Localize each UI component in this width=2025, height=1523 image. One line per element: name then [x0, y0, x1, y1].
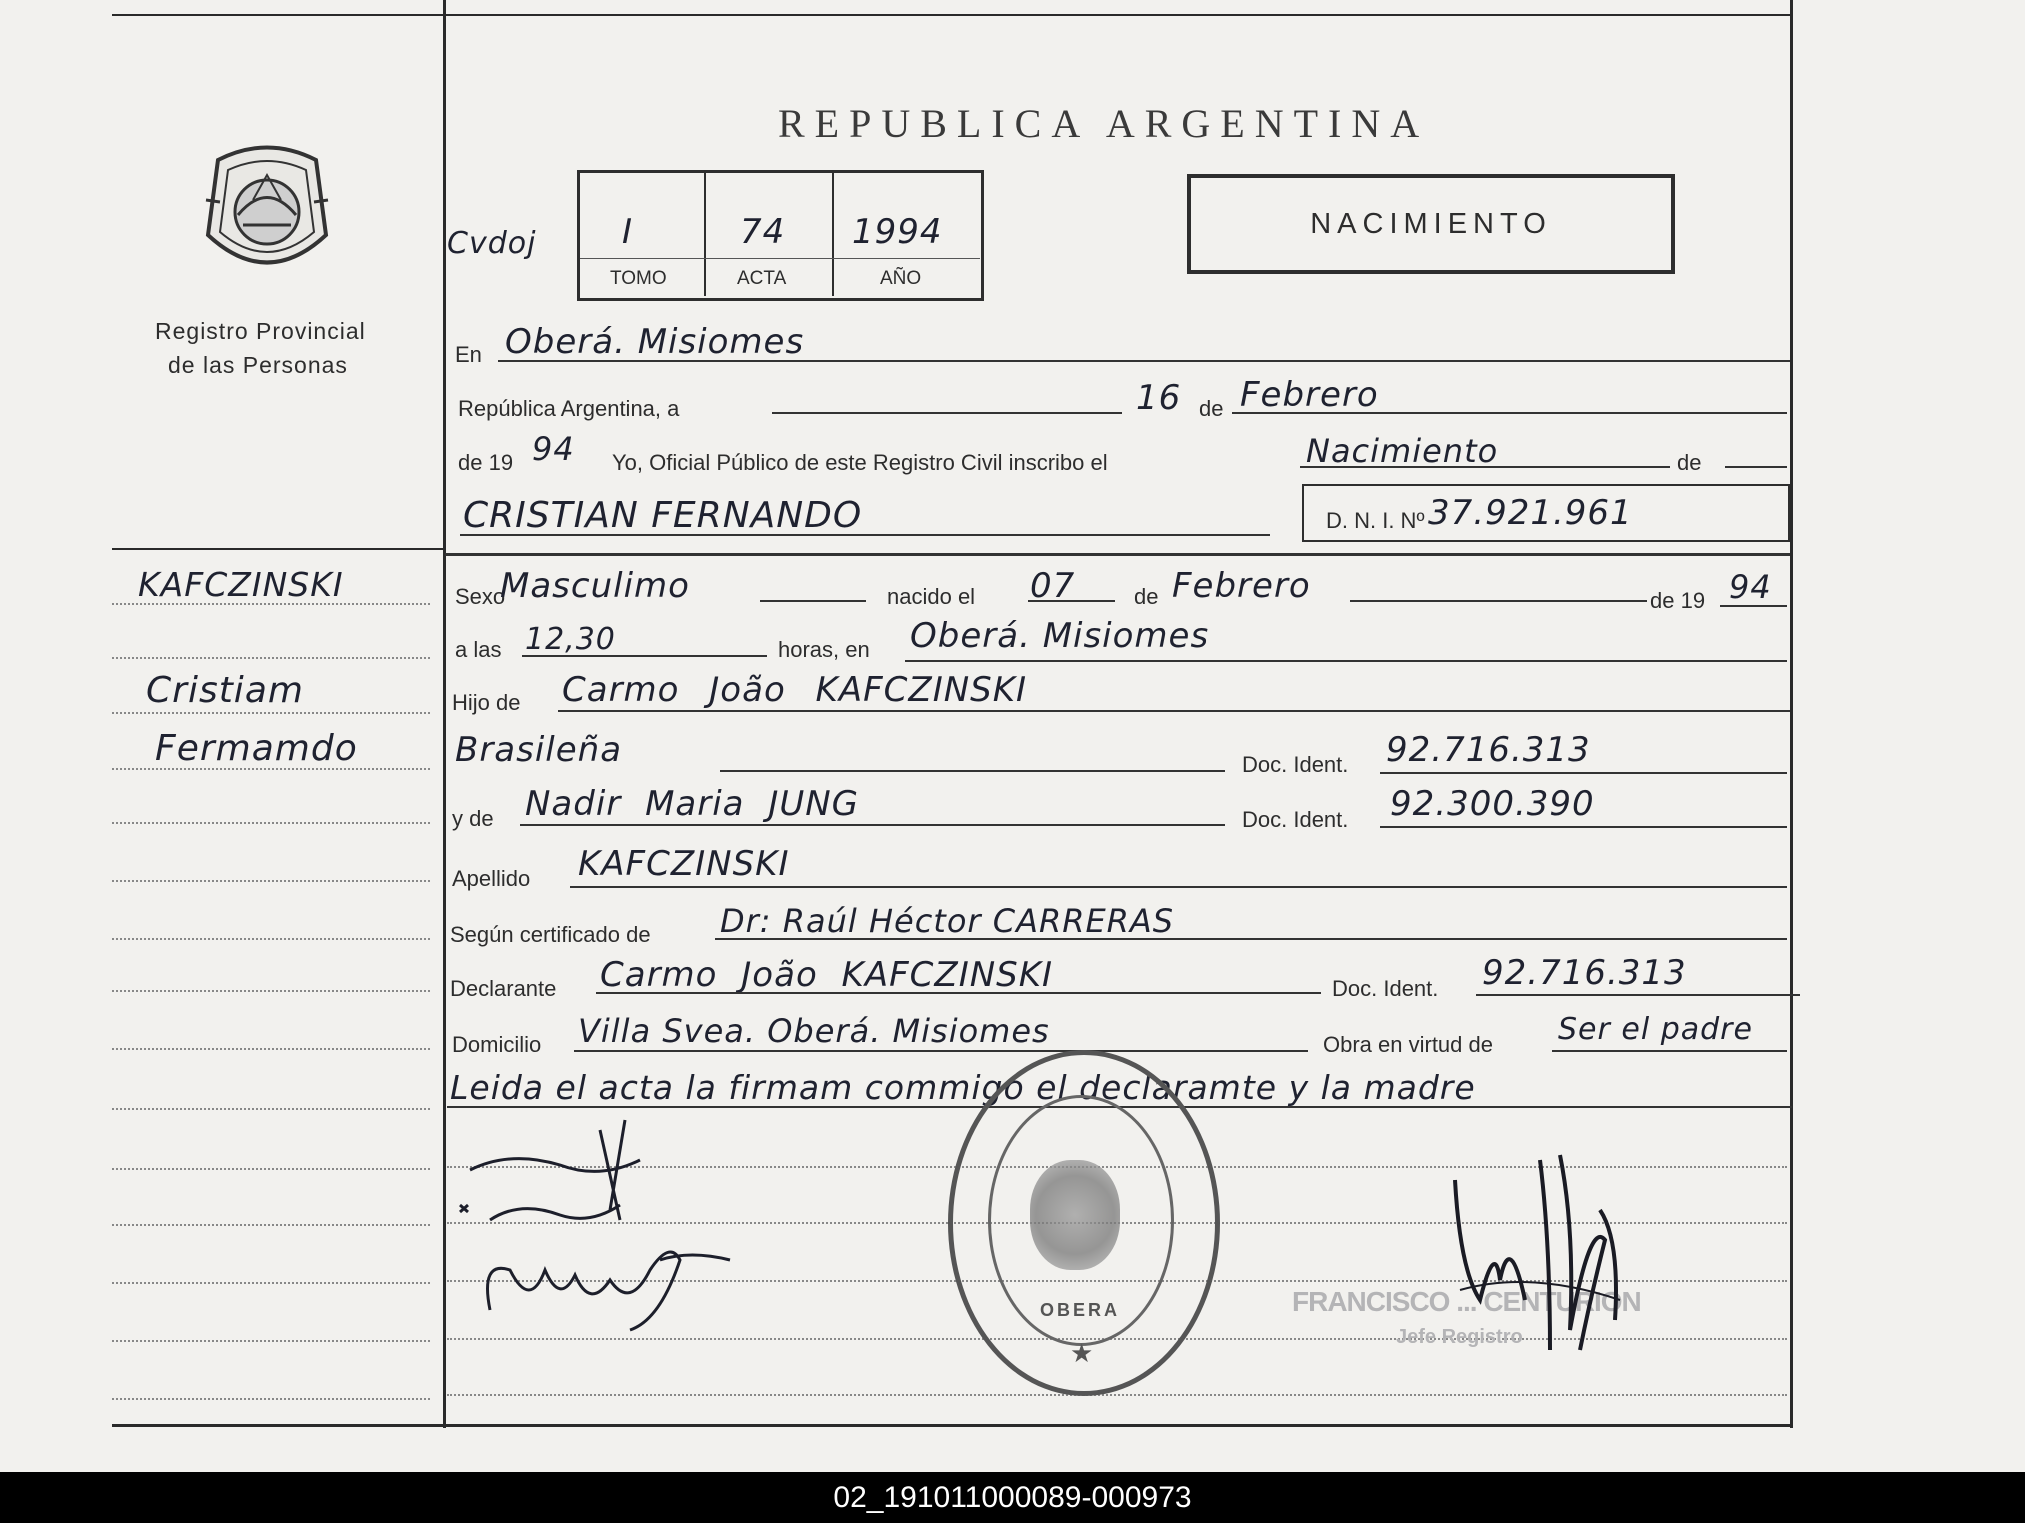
form-right-border [1790, 0, 1793, 1428]
page-title: REPUBLICA ARGENTINA [778, 101, 1430, 146]
official-signature-icon [1440, 1150, 1640, 1380]
father-nationality-value: Brasileña [455, 730, 623, 770]
rule-event [1300, 466, 1670, 468]
sidebar-surname: KAFCZINSKI [138, 565, 344, 604]
dni-label: D. N. I. Nº [1326, 508, 1425, 533]
dots-13 [112, 1282, 430, 1284]
father-doc-value: 92.716.313 [1386, 730, 1591, 770]
record-tomo: I [622, 212, 634, 252]
year-prefix-label: de 19 [458, 450, 514, 475]
dots-6 [112, 880, 430, 882]
event-value: Nacimiento [1306, 432, 1499, 470]
stamp-star: ★ [1070, 1338, 1094, 1368]
declarante-value: Carmo João KAFCZINSKI [600, 955, 1054, 995]
rule-name [460, 534, 1270, 536]
dots-10 [112, 1108, 430, 1110]
rule-apellido [570, 886, 1787, 888]
sidebar-divider [112, 548, 443, 550]
declarant-signature-icon [450, 1110, 750, 1340]
rule-birth-year [1720, 605, 1787, 607]
birth-year-value: 94 [1729, 568, 1772, 606]
registry-line1: Registro Provincial [155, 318, 366, 344]
rule-nat [720, 770, 1225, 772]
rule-father [558, 710, 1790, 712]
month-value: Febrero [1240, 375, 1379, 415]
full-name-value: CRISTIAN FERNANDO [463, 495, 863, 536]
bottom-rule [112, 1424, 1793, 1427]
obra-label: Obra en virtud de [1323, 1032, 1493, 1057]
rule-hora [522, 655, 767, 657]
rule-date [772, 412, 1122, 414]
acta-label: ACTA [737, 268, 787, 289]
certificado-value: Dr: Raúl Héctor CARRERAS [720, 902, 1175, 940]
rule-declarante-doc [1476, 994, 1800, 996]
sexo-value: Masculimo [500, 566, 690, 606]
apellido-label: Apellido [452, 866, 531, 891]
dots-5 [112, 822, 430, 824]
place-value: Oberá. Misiomes [505, 322, 805, 362]
father-value: Carmo João KAFCZINSKI [562, 670, 1028, 710]
de3-label: de [1134, 584, 1159, 609]
yo-text: Yo, Oficial Público de este Registro Civil inscribo el [612, 450, 1108, 475]
seal-icon [198, 140, 336, 285]
top-rule [112, 14, 1790, 16]
rule-birth-month [1350, 600, 1647, 602]
rule-obra [1552, 1050, 1787, 1052]
de-label: de [1199, 396, 1224, 421]
mother-value: Nadir Maria JUNG [525, 784, 860, 824]
domicilio-value: Villa Svea. Oberá. Misiomes [578, 1012, 1050, 1050]
nacido-label: nacido el [887, 584, 976, 609]
rule-declarante [596, 992, 1321, 994]
registry-line2: de las Personas [168, 352, 348, 378]
birth-month-value: Febrero [1172, 566, 1311, 606]
rule-certificado [715, 938, 1787, 940]
birth-place-value: Oberá. Misiomes [910, 616, 1210, 656]
declarante-label: Declarante [450, 976, 557, 1001]
stamp-text-bottom: OBERA [1040, 1300, 1121, 1320]
year-suffix-value: 94 [532, 430, 575, 468]
dots-3 [112, 712, 430, 714]
mother-doc-value: 92.300.390 [1390, 784, 1595, 824]
dni-value: 37.921.961 [1428, 493, 1633, 533]
sig-dots-5 [447, 1394, 1787, 1396]
rule-birth-place [905, 660, 1787, 662]
record-box-label-rule [580, 258, 980, 259]
rule-mother [520, 824, 1225, 826]
dots-1 [112, 603, 430, 605]
closing-text: Leida el acta la firmam commigo el declaramte y la madre [450, 1068, 1476, 1107]
de2-label: de [1677, 450, 1702, 475]
hijo-label: Hijo de [452, 690, 521, 715]
rule-en [498, 360, 1790, 362]
rule-domicilio [574, 1050, 1308, 1052]
rule-father-doc [1380, 772, 1787, 774]
rule-mother-doc [1380, 826, 1787, 828]
doc-label-2: Doc. Ident. [1242, 807, 1349, 832]
record-box-sep2 [832, 172, 834, 296]
alas-label: a las [455, 637, 502, 662]
horas-label: horas, en [778, 637, 870, 662]
record-type-badge: NACIMIENTO [1187, 174, 1675, 274]
dots-15 [112, 1398, 430, 1400]
rule-month [1232, 412, 1787, 414]
republica-label: República Argentina, a [458, 396, 680, 421]
de19-label: de 19 [1650, 588, 1706, 613]
doc-label-3: Doc. Ident. [1332, 976, 1439, 1001]
dots-11 [112, 1168, 430, 1170]
record-ano: 1994 [852, 212, 943, 252]
day-value: 16 [1136, 378, 1182, 418]
rule-birth-day [1028, 600, 1115, 602]
dots-14 [112, 1340, 430, 1342]
dots-12 [112, 1224, 430, 1226]
sidebar-name1: Cristiam [146, 670, 304, 711]
dots-9 [112, 1048, 430, 1050]
rule-de2 [1725, 466, 1787, 468]
doc-label-1: Doc. Ident. [1242, 752, 1349, 777]
rule-sexo [760, 600, 866, 602]
tomo-label: TOMO [610, 268, 667, 289]
dots-4 [112, 768, 430, 770]
form-left-border [443, 0, 446, 1428]
domicilio-label: Domicilio [452, 1032, 542, 1057]
record-box-sep1 [704, 172, 706, 296]
thumbprint-icon [1030, 1160, 1120, 1270]
margin-note: Cvdoj [447, 226, 537, 261]
dots-8 [112, 990, 430, 992]
rule-top-sexo [445, 553, 1790, 556]
declarante-doc-value: 92.716.313 [1482, 953, 1687, 993]
yde-label: y de [452, 806, 494, 831]
hora-value: 12,30 [525, 622, 616, 657]
record-acta: 74 [740, 212, 786, 252]
dots-7 [112, 938, 430, 940]
apellido-value: KAFCZINSKI [578, 844, 790, 884]
sexo-label: Sexo [455, 584, 506, 609]
dots-2 [112, 657, 430, 659]
ano-label: AÑO [880, 268, 922, 289]
en-label: En [455, 342, 482, 367]
sidebar-name2: Fermamdo [155, 728, 358, 769]
birth-day-value: 07 [1030, 566, 1076, 606]
footer-id: 02_191011000089-000973 [0, 1472, 2025, 1523]
official-name: FRANCISCO ... CENTURION [1292, 1286, 1641, 1317]
obra-value: Ser el padre [1558, 1012, 1753, 1047]
segun-label: Según certificado de [450, 922, 651, 947]
official-role: Jefe Registro [1396, 1326, 1523, 1348]
